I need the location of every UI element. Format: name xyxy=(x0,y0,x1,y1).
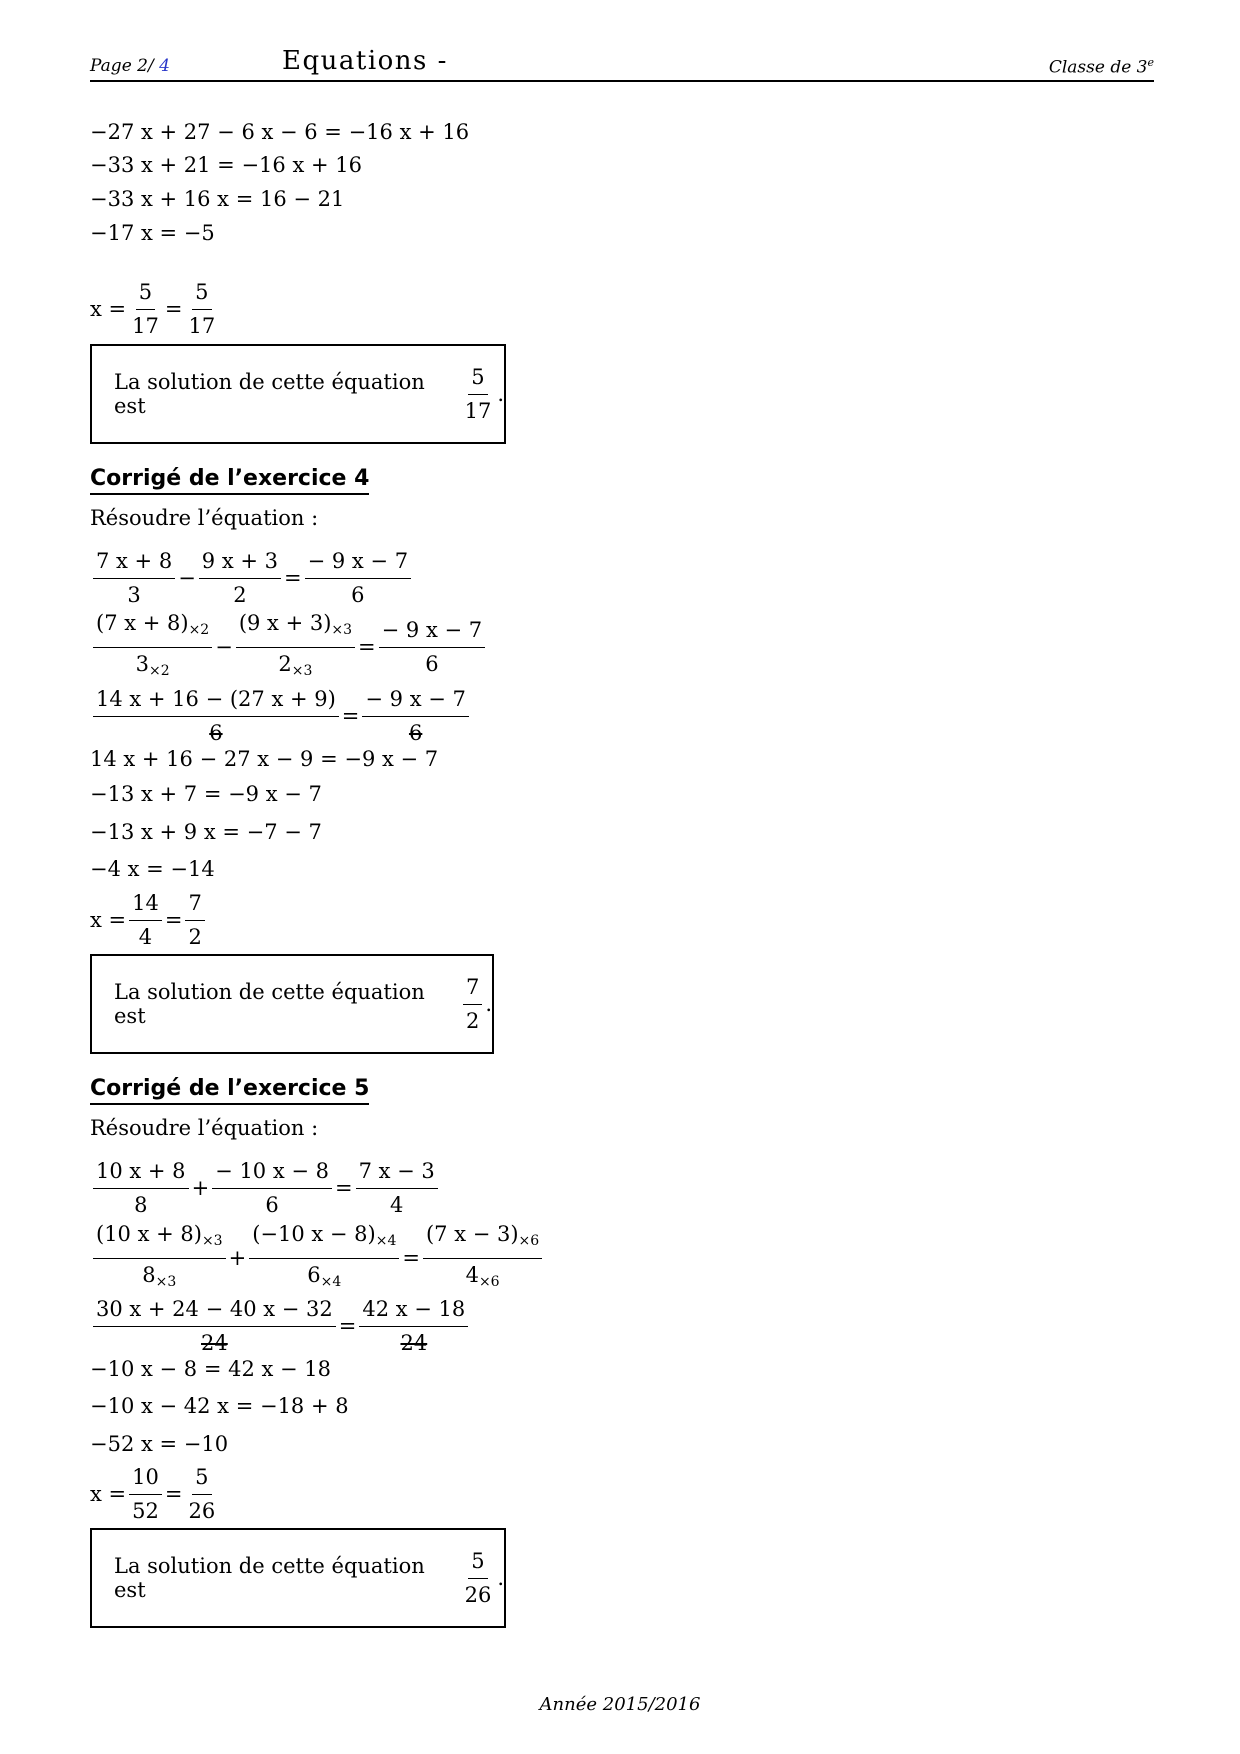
fraction xyxy=(185,279,218,339)
period: . xyxy=(485,992,492,1016)
class-text: Classe de 3 xyxy=(1048,57,1148,78)
solution-text: La solution de cette équation est xyxy=(114,1554,425,1602)
page-total-link[interactable]: 4 xyxy=(159,56,170,76)
numerator: 7 x + 8 xyxy=(93,548,175,579)
denominator-text: 4 xyxy=(465,1263,479,1287)
multiplier: ×4 xyxy=(375,1233,397,1249)
denominator: 6 xyxy=(425,652,439,676)
period: . xyxy=(497,1566,504,1590)
denominator: 17 xyxy=(464,399,492,423)
solution-box xyxy=(90,1528,506,1628)
equation-line: −13 x + 9 x = −7 − 7 xyxy=(90,820,322,844)
equation-line: −10 x − 8 = 42 x − 18 xyxy=(90,1357,331,1381)
denominator-text: 6 xyxy=(307,1263,321,1287)
equation-line xyxy=(90,611,488,680)
denominator: 17 xyxy=(132,314,159,338)
multiplier: ×2 xyxy=(148,663,170,679)
denominator xyxy=(463,1259,503,1295)
fraction xyxy=(249,1221,399,1295)
equation-line: −13 x + 7 = −9 x − 7 xyxy=(90,782,322,806)
instruction-text: Résoudre l’équation : xyxy=(90,1116,319,1140)
page-prefix: Page 2/ xyxy=(90,56,154,76)
numerator xyxy=(423,1221,542,1259)
fraction xyxy=(359,1296,468,1356)
equals-sign: = xyxy=(402,1246,420,1270)
numerator: 5 xyxy=(192,279,211,310)
class-label xyxy=(1049,56,1154,78)
document-title: Equations - xyxy=(282,46,448,76)
operator: − xyxy=(178,566,196,590)
multiplier: ×4 xyxy=(320,1274,342,1290)
section-heading-exercise-4: Corrigé de l’exercice 4 xyxy=(90,466,369,495)
fraction xyxy=(236,610,355,684)
numerator: 7 x − 3 xyxy=(356,1158,438,1189)
cancelled-denominator: 6 xyxy=(408,721,423,745)
solution-box xyxy=(90,954,494,1054)
solution-text: La solution de cette équation est xyxy=(114,370,425,418)
numerator: − 9 x − 7 xyxy=(362,686,468,717)
numerator: 5 xyxy=(468,364,487,395)
denominator: 8 xyxy=(134,1193,148,1217)
fraction xyxy=(93,548,175,608)
numerator-text: (−10 x − 8) xyxy=(252,1222,376,1246)
numerator: 9 x + 3 xyxy=(199,548,281,579)
fraction xyxy=(93,1296,336,1356)
fraction xyxy=(212,1158,332,1218)
equation-line xyxy=(90,276,221,342)
denominator: 2 xyxy=(188,925,202,949)
multiplier: ×6 xyxy=(478,1274,500,1290)
numerator: 10 xyxy=(129,1464,162,1495)
denominator: 26 xyxy=(188,1499,216,1523)
equals-sign: = xyxy=(164,1482,183,1506)
denominator xyxy=(139,1259,179,1295)
page-number xyxy=(90,56,170,76)
equation-line xyxy=(90,683,472,749)
fraction xyxy=(93,1158,189,1218)
denominator: 4 xyxy=(138,925,153,949)
equation-line: −10 x − 42 x = −18 + 8 xyxy=(90,1394,349,1418)
numerator xyxy=(236,610,355,648)
fraction xyxy=(129,890,162,950)
equation-line: −52 x = −10 xyxy=(90,1432,229,1456)
multiplier: ×3 xyxy=(201,1233,223,1249)
numerator xyxy=(249,1221,399,1259)
solution-box xyxy=(90,344,506,444)
fraction xyxy=(93,1221,226,1295)
denominator: 26 xyxy=(464,1583,492,1607)
numerator-text: (9 x + 3) xyxy=(238,611,332,635)
x-equals: x = xyxy=(90,908,127,932)
numerator-text: (7 x + 8) xyxy=(96,611,189,635)
multiplier: ×3 xyxy=(291,663,313,679)
multiplier: ×3 xyxy=(155,1274,177,1290)
fraction xyxy=(379,617,485,677)
fraction xyxy=(129,279,162,339)
operator: + xyxy=(191,1176,210,1200)
numerator: 7 xyxy=(463,974,482,1005)
denominator-text: 8 xyxy=(142,1263,156,1287)
fraction xyxy=(423,1221,542,1295)
operator: − xyxy=(215,635,233,659)
denominator: 3 xyxy=(127,583,141,607)
denominator: 6 xyxy=(265,1193,279,1217)
cancelled-denominator: 6 xyxy=(209,721,223,745)
numerator: 14 x + 16 − (27 x + 9) xyxy=(93,686,339,717)
equals-sign: = xyxy=(164,297,183,321)
multiplier: ×3 xyxy=(331,622,353,638)
solution-fraction xyxy=(463,974,482,1034)
equals-sign: = xyxy=(164,908,183,932)
numerator: 14 xyxy=(129,890,162,921)
numerator xyxy=(93,1221,226,1259)
numerator: − 9 x − 7 xyxy=(305,548,411,579)
solution-fraction xyxy=(462,364,495,424)
equation-line: −17 x = −5 xyxy=(90,221,215,245)
equation-line: −4 x = −14 xyxy=(90,857,215,881)
x-equals: x = xyxy=(90,1482,127,1506)
cancelled-denominator: 24 xyxy=(400,1331,428,1355)
multiplier: ×2 xyxy=(188,622,210,638)
fraction xyxy=(356,1158,438,1218)
denominator: 17 xyxy=(188,314,216,338)
equation-line: −33 x + 16 x = 16 − 21 xyxy=(90,187,345,211)
equation-line: −33 x + 21 = −16 x + 16 xyxy=(90,153,362,177)
page-footer: Année 2015/2016 xyxy=(539,1694,701,1715)
equation-line xyxy=(90,1155,441,1221)
fraction xyxy=(93,610,212,684)
equals-sign: = xyxy=(283,566,302,590)
numerator-text: (7 x − 3) xyxy=(425,1222,519,1246)
denominator-text: 2 xyxy=(278,652,292,676)
denominator xyxy=(304,1259,344,1295)
fraction xyxy=(185,890,204,950)
numerator: 5 xyxy=(468,1548,487,1579)
equals-sign: = xyxy=(341,704,360,728)
equals-sign: = xyxy=(338,1314,357,1338)
x-equals: x = xyxy=(90,297,127,321)
equation-line xyxy=(90,1222,545,1291)
fraction xyxy=(185,1464,218,1524)
solution-text: La solution de cette équation est xyxy=(114,980,425,1028)
numerator-text: (10 x + 8) xyxy=(96,1222,202,1246)
numerator: − 10 x − 8 xyxy=(212,1158,332,1189)
equals-sign: = xyxy=(335,1176,353,1200)
fraction xyxy=(305,548,411,608)
equals-sign: = xyxy=(358,635,376,659)
denominator: 52 xyxy=(132,1499,159,1523)
denominator xyxy=(133,648,173,684)
equation-line xyxy=(90,887,208,953)
numerator: 30 x + 24 − 40 x − 32 xyxy=(93,1296,336,1327)
fraction xyxy=(199,548,281,608)
denominator: 6 xyxy=(351,583,365,607)
numerator xyxy=(93,610,212,648)
equation-line: 14 x + 16 − 27 x − 9 = −9 x − 7 xyxy=(90,747,439,771)
operator: + xyxy=(228,1246,247,1270)
numerator: 10 x + 8 xyxy=(93,1158,189,1189)
denominator-text: 3 xyxy=(135,652,149,676)
numerator: 7 xyxy=(185,890,204,921)
equation-line xyxy=(90,1461,221,1527)
cancelled-denominator: 24 xyxy=(201,1331,228,1355)
fraction xyxy=(362,686,468,746)
denominator: 4 xyxy=(390,1193,404,1217)
numerator: 5 xyxy=(192,1464,211,1495)
denominator xyxy=(275,648,315,684)
fraction xyxy=(93,686,339,746)
multiplier: ×6 xyxy=(518,1233,540,1249)
numerator: 5 xyxy=(136,279,155,310)
numerator: − 9 x − 7 xyxy=(379,617,485,648)
solution-fraction xyxy=(462,1548,495,1608)
section-heading-exercise-5: Corrigé de l’exercice 5 xyxy=(90,1076,369,1105)
period: . xyxy=(497,382,504,406)
instruction-text: Résoudre l’équation : xyxy=(90,506,319,530)
equation-line xyxy=(90,1293,471,1359)
fraction xyxy=(129,1464,162,1524)
denominator: 2 xyxy=(465,1009,480,1033)
numerator: 42 x − 18 xyxy=(359,1296,468,1327)
denominator: 2 xyxy=(233,583,247,607)
class-superscript: e xyxy=(1147,56,1154,69)
equation-line: −27 x + 27 − 6 x − 6 = −16 x + 16 xyxy=(90,120,470,144)
equation-line xyxy=(90,545,414,611)
page-header xyxy=(90,44,1154,82)
